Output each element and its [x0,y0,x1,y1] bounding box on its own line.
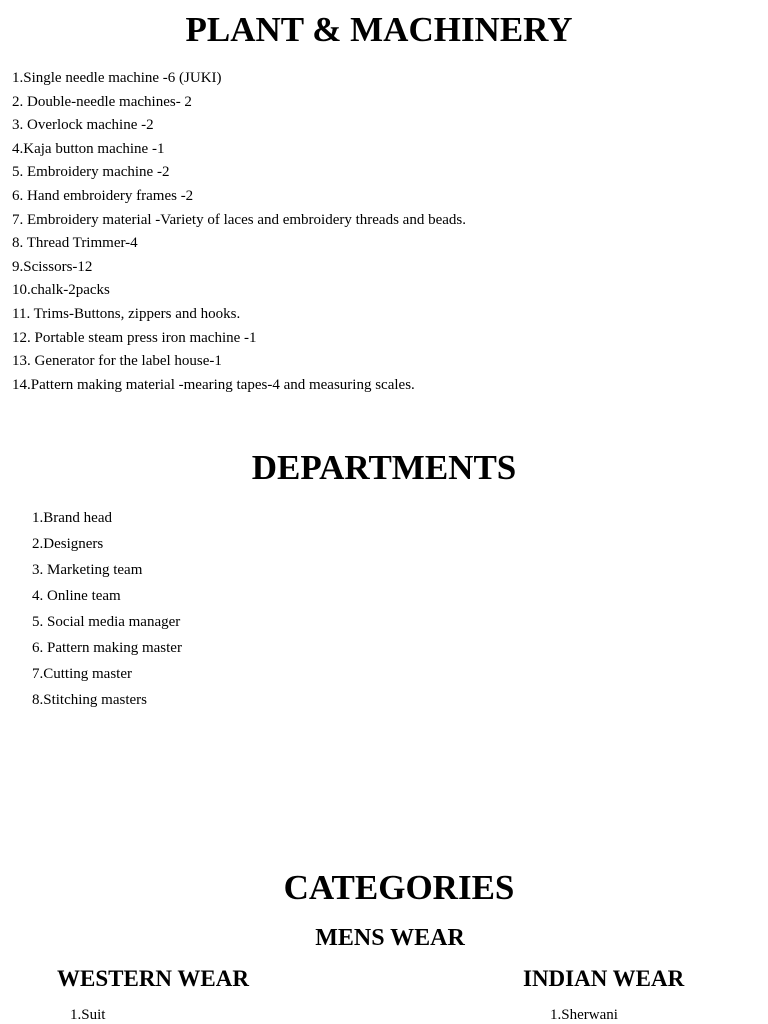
list-item: 1.Single needle machine -6 (JUKI) [12,70,222,86]
plant-machinery-list [12,69,466,399]
list-item: 13. Generator for the label house-1 [12,353,222,370]
list-item: 4. Online team [32,588,121,604]
list-item: 4.Kaja button machine -1 [12,140,165,157]
list-item: 1.Brand head [32,510,112,526]
list-item: 1.Suit [70,1007,106,1023]
list-item: 12. Portable steam press iron machine -1 [12,329,257,346]
list-item: 6. Hand embroidery frames -2 [12,187,194,204]
list-item: 6. Pattern making master [32,640,182,656]
list-item: 11. Trims-Buttons, zippers and hooks. [12,305,241,322]
list-item: 9.Scissors-12 [12,258,93,275]
plant-machinery-heading: PLANT & MACHINERY [185,10,573,49]
categories-heading: CATEGORIES [283,868,515,907]
list-item: 1.Sherwani [550,1007,618,1023]
list-item: 7. Embroidery material -Variety of laces and embroidery threads and beads. [12,211,466,228]
mens-wear-heading: MENS WEAR [315,925,465,951]
western-wear-list [70,1006,105,1024]
list-item: 14.Pattern making material -mearing tapes-4 and measuring scales. [12,376,415,393]
list-item: 3. Overlock machine -2 [12,117,154,134]
list-item: 10.chalk-2packs [12,282,110,299]
departments-list [32,509,182,717]
indian-wear-list [550,1006,618,1024]
list-item: 8.Stitching masters [32,692,147,708]
list-item: 7.Cutting master [32,666,132,682]
western-wear-heading: WESTERN WEAR [57,966,249,991]
departments-heading: DEPARTMENTS [251,448,517,487]
indian-wear-heading: INDIAN WEAR [523,966,685,991]
list-item: 3. Marketing team [32,562,143,578]
list-item: 5. Social media manager [32,614,181,630]
list-item: 8. Thread Trimmer-4 [12,235,138,252]
list-item: 5. Embroidery machine -2 [12,164,170,181]
list-item: 2.Designers [32,536,104,552]
list-item: 2. Double-needle machines- 2 [12,93,192,110]
